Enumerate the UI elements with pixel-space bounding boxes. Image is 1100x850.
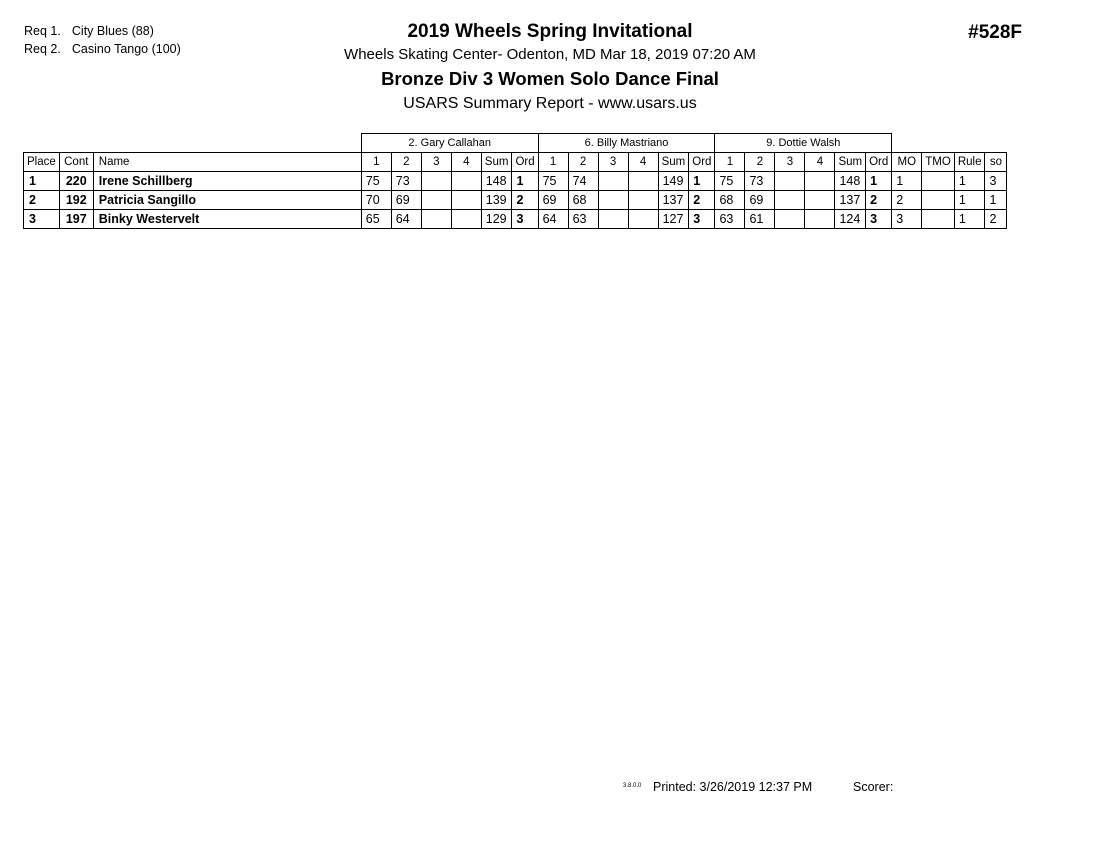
cell-j3-s2: 69 [745, 191, 775, 210]
spacer-cell [59, 134, 93, 153]
header-j3-s4: 4 [805, 153, 835, 172]
spacer-cell [892, 134, 922, 153]
table-row [24, 191, 1007, 210]
spacer-cell [93, 134, 361, 153]
event-code: #528F [968, 22, 1022, 43]
header-j3-ord: Ord [866, 153, 892, 172]
cell-so: 1 [985, 191, 1007, 210]
cell-j2-s4 [628, 172, 658, 191]
cell-j3-s4 [805, 210, 835, 229]
cell-j2-s4 [628, 191, 658, 210]
cell-j1-sum: 148 [481, 172, 512, 191]
requirement-number: 1. [50, 24, 61, 38]
cell-rule: 1 [954, 172, 985, 191]
cell-j3-s1: 75 [715, 172, 745, 191]
cell-mo: 3 [892, 210, 922, 229]
cell-j1-sum: 139 [481, 191, 512, 210]
cell-j2-sum: 127 [658, 210, 689, 229]
header-j1-s4: 4 [451, 153, 481, 172]
results-table-container [23, 133, 1007, 229]
cell-j2-s3 [598, 191, 628, 210]
cell-j3-s1: 68 [715, 191, 745, 210]
header-rule: Rule [954, 153, 985, 172]
header-j2-sum: Sum [658, 153, 689, 172]
header-name: Name [93, 153, 361, 172]
cell-rule: 1 [954, 210, 985, 229]
cell-mo: 1 [892, 172, 922, 191]
judge-header-3: 9. Dottie Walsh [715, 134, 892, 153]
cell-j3-s3 [775, 210, 805, 229]
cell-j2-s1: 69 [538, 191, 568, 210]
judge-header-2: 6. Billy Mastriano [538, 134, 715, 153]
cell-j2-ord: 2 [689, 191, 715, 210]
venue-line: Wheels Skating Center- Odenton, MD Mar 18, 2019 07:20 AM [344, 46, 756, 63]
cell-j2-sum: 137 [658, 191, 689, 210]
cell-j1-s3 [421, 172, 451, 191]
cell-j3-s2: 61 [745, 210, 775, 229]
header-j1-s2: 2 [391, 153, 421, 172]
cell-j3-s3 [775, 191, 805, 210]
requirement-name: Casino Tango (100) [71, 42, 181, 56]
header-j3-s2: 2 [745, 153, 775, 172]
spacer-cell [922, 134, 955, 153]
cell-j2-s1: 75 [538, 172, 568, 191]
cell-j1-s3 [421, 210, 451, 229]
cell-j1-s2: 64 [391, 210, 421, 229]
cell-name: Patricia Sangillo [93, 191, 361, 210]
header-j2-s3: 3 [598, 153, 628, 172]
header-mo: MO [892, 153, 922, 172]
spacer-cell [985, 134, 1007, 153]
cell-name: Binky Westervelt [93, 210, 361, 229]
header-j2-s4: 4 [628, 153, 658, 172]
header-j1-sum: Sum [481, 153, 512, 172]
cell-j1-s2: 69 [391, 191, 421, 210]
cell-j2-ord: 1 [689, 172, 715, 191]
cell-cont: 197 [59, 210, 93, 229]
header-j2-s1: 1 [538, 153, 568, 172]
cell-cont: 192 [59, 191, 93, 210]
judge-header-1: 2. Gary Callahan [361, 134, 538, 153]
header-j1-ord: Ord [512, 153, 538, 172]
cell-j1-sum: 129 [481, 210, 512, 229]
column-header-row [24, 153, 1007, 172]
cell-j3-sum: 148 [835, 172, 866, 191]
header-j3-s3: 3 [775, 153, 805, 172]
spacer-cell [24, 134, 60, 153]
cell-name: Irene Schillberg [93, 172, 361, 191]
cell-cont: 220 [59, 172, 93, 191]
cell-j1-s4 [451, 191, 481, 210]
cell-tmo [922, 210, 955, 229]
cell-mo: 2 [892, 191, 922, 210]
results-table [23, 133, 1007, 229]
cell-j1-s1: 75 [361, 172, 391, 191]
cell-so: 2 [985, 210, 1007, 229]
cell-tmo [922, 172, 955, 191]
cell-j2-s2: 68 [568, 191, 598, 210]
cell-j1-s3 [421, 191, 451, 210]
header-j1-s1: 1 [361, 153, 391, 172]
table-row [24, 172, 1007, 191]
cell-j2-s2: 63 [568, 210, 598, 229]
version-label: 3.8.0.0 [623, 783, 642, 789]
table-row [24, 210, 1007, 229]
header-j1-s3: 3 [421, 153, 451, 172]
cell-j1-s4 [451, 210, 481, 229]
cell-place: 3 [24, 210, 60, 229]
cell-so: 3 [985, 172, 1007, 191]
requirement-number: 2. [50, 42, 61, 56]
header-j3-s1: 1 [715, 153, 745, 172]
cell-j1-ord: 2 [512, 191, 538, 210]
cell-j3-ord: 3 [866, 210, 892, 229]
spacer-cell [954, 134, 985, 153]
cell-j2-s3 [598, 172, 628, 191]
header-j3-sum: Sum [835, 153, 866, 172]
cell-j3-sum: 137 [835, 191, 866, 210]
cell-j2-sum: 149 [658, 172, 689, 191]
cell-tmo [922, 191, 955, 210]
cell-j3-s3 [775, 172, 805, 191]
cell-place: 2 [24, 191, 60, 210]
requirement-label: Req [24, 24, 47, 38]
requirement-label: Req [24, 42, 47, 56]
cell-j2-s2: 74 [568, 172, 598, 191]
cell-j2-s4 [628, 210, 658, 229]
printed-timestamp: Printed: 3/26/2019 12:37 PM [653, 780, 813, 794]
cell-j3-s4 [805, 172, 835, 191]
cell-j3-s2: 73 [745, 172, 775, 191]
header-so: so [985, 153, 1007, 172]
header-j2-s2: 2 [568, 153, 598, 172]
cell-j1-s1: 65 [361, 210, 391, 229]
cell-j2-s1: 64 [538, 210, 568, 229]
cell-j3-sum: 124 [835, 210, 866, 229]
cell-j1-s4 [451, 172, 481, 191]
cell-rule: 1 [954, 191, 985, 210]
cell-place: 1 [24, 172, 60, 191]
cell-j3-ord: 1 [866, 172, 892, 191]
cell-j2-s3 [598, 210, 628, 229]
header-tmo: TMO [922, 153, 955, 172]
scorer-label: Scorer: [853, 780, 894, 794]
page-title: 2019 Wheels Spring Invitational [407, 21, 693, 42]
cell-j3-s4 [805, 191, 835, 210]
cell-j1-ord: 3 [512, 210, 538, 229]
judge-header-row [24, 134, 1007, 153]
cell-j1-ord: 1 [512, 172, 538, 191]
report-header [0, 20, 1100, 116]
header-cont: Cont [59, 153, 93, 172]
cell-j3-s1: 63 [715, 210, 745, 229]
requirement-name: City Blues (88) [71, 24, 154, 38]
cell-j3-ord: 2 [866, 191, 892, 210]
event-title: Bronze Div 3 Women Solo Dance Final [381, 68, 719, 89]
cell-j1-s1: 70 [361, 191, 391, 210]
cell-j2-ord: 3 [689, 210, 715, 229]
header-place: Place [24, 153, 60, 172]
report-subtitle: USARS Summary Report - www.usars.us [403, 95, 697, 112]
header-j2-ord: Ord [689, 153, 715, 172]
cell-j1-s2: 73 [391, 172, 421, 191]
